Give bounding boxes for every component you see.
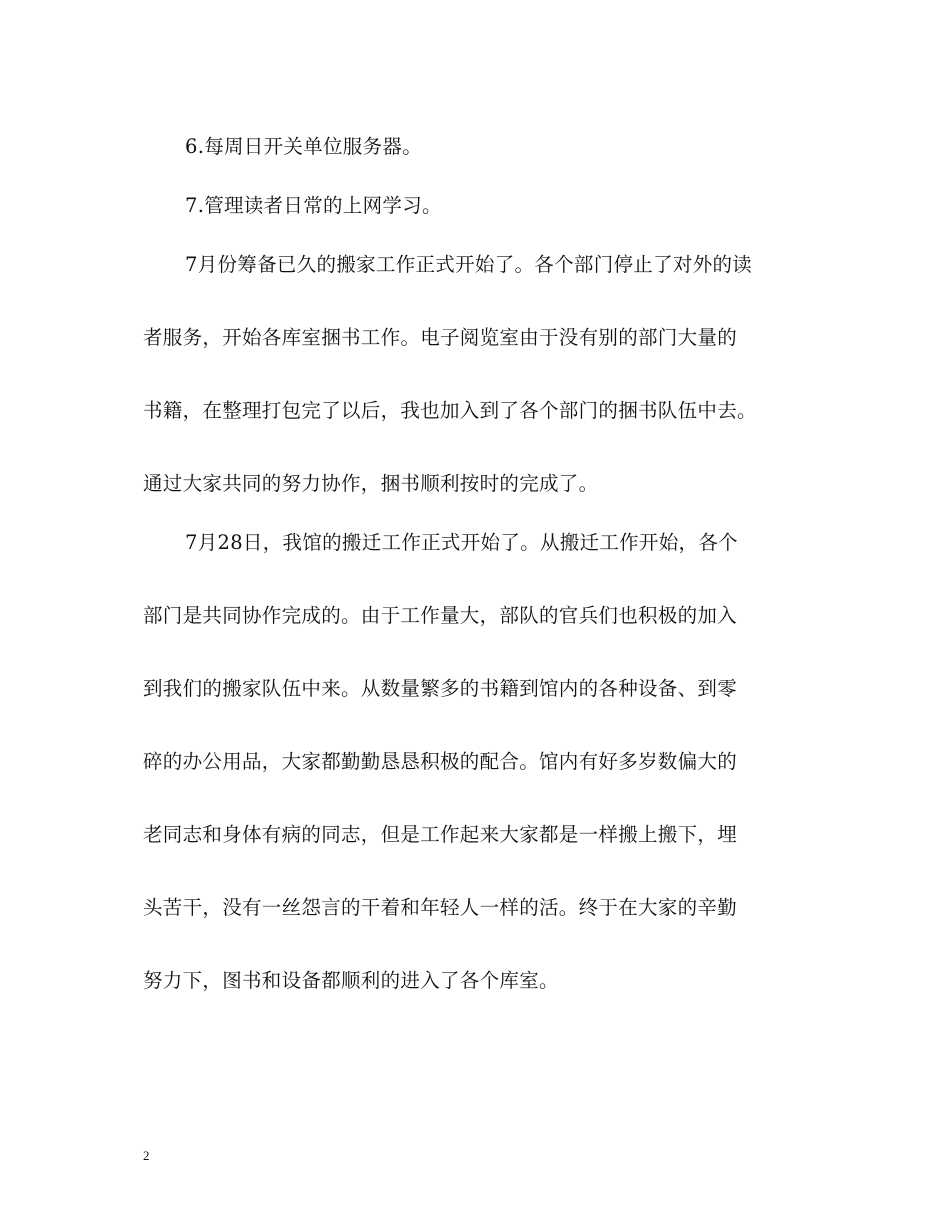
paragraph-1-line-3: 书籍，在整理打包完了以后，我也加入到了各个部门的捆书队伍中去。 (143, 399, 757, 422)
page-number: 2 (143, 1148, 150, 1163)
list-item-7: 7.管理读者日常的上网学习。 (185, 194, 442, 217)
paragraph-2-line-7: 努力下，图书和设备都顺利的进入了各个库室。 (143, 969, 559, 992)
document-body (143, 122, 815, 1005)
paragraph-2-line-1: 7月28日，我馆的搬迁工作正式开始了。从搬迁工作开始，各个 (185, 531, 738, 554)
paragraph-2-line-2: 部门是共同协作完成的。由于工作量大，部队的官兵们也积极的加入 (143, 604, 738, 627)
paragraph-1-line-2: 者服务，开始各库室捆书工作。电子阅览室由于没有别的部门大量的 (143, 326, 738, 349)
list-item-6: 6.每周日开关单位服务器。 (185, 135, 423, 158)
paragraph-1-line-1: 7月份筹备已久的搬家工作正式开始了。各个部门停止了对外的读 (185, 253, 753, 276)
paragraph-2-line-6: 头苦干，没有一丝怨言的干着和年轻人一样的活。终于在大家的辛勤 (143, 896, 738, 919)
paragraph-2-line-3: 到我们的搬家队伍中来。从数量繁多的书籍到馆内的各种设备、到零 (143, 677, 738, 700)
paragraph-2-line-5: 老同志和身体有病的同志，但是工作起来大家都是一样搬上搬下，埋 (143, 823, 738, 846)
paragraph-2-line-4: 碎的办公用品，大家都勤勤恳恳积极的配合。馆内有好多岁数偏大的 (143, 750, 738, 773)
paragraph-1-line-4: 通过大家共同的努力协作，捆书顺利按时的完成了。 (143, 472, 599, 495)
